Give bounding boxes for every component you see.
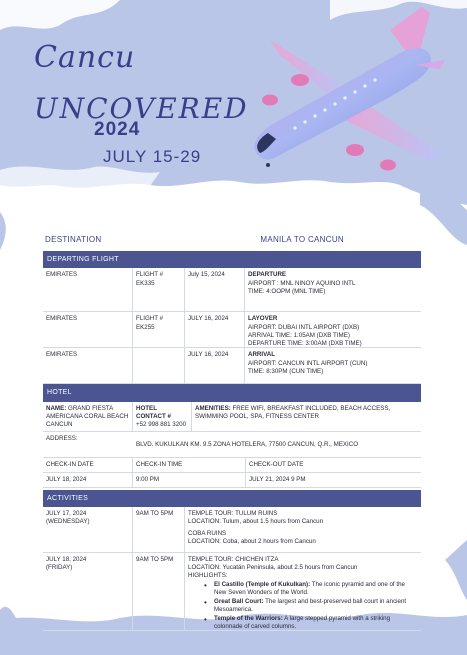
flight-row-arrival [43,348,421,384]
list-item: • Temple of the Warriors: A large stepped pyramid with a striking colonnade of carved columns. [206,615,418,631]
hotel-address-row [43,432,421,458]
airline: EMIRATES [43,312,133,348]
activity-date: JULY 18, 2024 (FRIDAY) [43,553,133,631]
activity-row-day1 [43,507,421,553]
activities-heading: ACTIVITIES [43,490,421,507]
checkin-time: 9:00 PM [133,473,246,488]
flight-row-departure [43,268,421,312]
hotel-name: NAME: GRAND FIESTA AMERICANA CORAL BEACH CANCUN [43,402,133,432]
title-year: 2024 [94,119,141,140]
checkin-date-label: CHECK-IN DATE [43,458,133,473]
itinerary-document [43,232,421,631]
main-title: UNCOVERED [34,92,249,125]
checkout-date-label: CHECK-OUT DATE [246,458,421,473]
checkin-values-row [43,473,421,488]
flight-details: ARRIVAL AIRPORT: CANCUN INTL AIRPORT (CUN) TIME: 8:30PM (CUN TIME) [245,348,421,384]
hotel-address: BLVD. KUKULKAN KM. 9.5 ZONA HOTELERA, 77500 CANCUN, Q.R., MEXICO [133,432,421,458]
destination-row [43,232,421,251]
flight-details: DEPARTURE AIRPORT : MNL NINOY AQUINO INTL TIME: 4:OOPM (MNL TIME) [245,268,421,312]
flight-number: FLIGHT # EK255 [133,312,185,348]
checkout-date: JULY 21, 2024 9 PM [246,473,421,488]
activity-date: JULY 17, 2024 (WEDNESDAY) [43,507,133,553]
list-item: • Great Ball Court: The largest and best-preserved ball court in ancient Mesoamerica. [206,598,418,614]
checkin-labels-row [43,458,421,473]
hotel-heading: HOTEL [43,384,421,401]
hotel-amenities: AMENITIES: FREE WIFI, BREAKFAST INCLUDED, BEACH ACCESS, SWIMMING POOL, SPA, FITNESS CENTER [192,402,421,432]
destination-route: MANILA TO CANCUN [260,235,344,244]
activity-time: 9AM TO 5PM [133,507,185,553]
activity-details: TEMPLE TOUR: TULUM RUINS LOCATION: Tulum, about 1.5 hours from Cancun COBA RUINS LOCATION: Coba, about 2 hours from Cancun [185,507,421,553]
airline: EMIRATES [43,348,133,384]
activity-details: TEMPLE TOUR: CHICHEN ITZA LOCATION: Yucatán Peninsula, about 2.5 hours from Cancun HIGHLIGHTS: • El Castillo (Temple of Kukulkan): The iconic pyramid and one of the New Seven Wonders of the World. • Great Ball Court: The largest and best-preserved ball court in ancient Mesoamerica. • Temple of the Warriors: A large stepped pyramid with a striking colonnade of carved columns. [185,553,421,631]
flight-number: FLIGHT # EK335 [133,268,185,312]
flight-date: JULY 16, 2024 [185,312,245,348]
flight-details: LAYOVER AIRPORT: DUBAI INTL AIRPORT (DXB) ARRIVAL TIME: 1:05AM (DXB TIME) DEPARTURE TIME: 3:00AM (DXB TIME) [245,312,421,348]
flight-number [133,348,185,384]
script-title: Cancu [34,40,136,75]
hotel-contact: HOTEL CONTACT # +52 998 881 3200 [133,402,192,432]
activity-row-day2 [43,553,421,631]
checkin-date: JULY 18, 2024 [43,473,133,488]
checkin-time-label: CHECK-IN TIME [133,458,246,473]
highlights-list [188,581,418,631]
departing-flight-heading: DEPARTING FLIGHT [43,251,421,268]
title-dates: JULY 15-29 [103,147,202,166]
airplane-icon [240,5,455,180]
airline: EMIRATES [43,268,133,312]
list-item: • El Castillo (Temple of Kukulkan): The iconic pyramid and one of the New Seven Wonders of the World. [206,581,418,597]
flight-date: July 15, 2024 [185,268,245,312]
flight-date: JULY 16, 2024 [185,348,245,384]
address-label: ADDRESS: [43,432,133,458]
destination-label: DESTINATION [45,235,102,244]
flight-row-layover [43,312,421,348]
activity-time: 9AM TO 5PM [133,553,185,631]
hotel-info-row [43,402,421,432]
